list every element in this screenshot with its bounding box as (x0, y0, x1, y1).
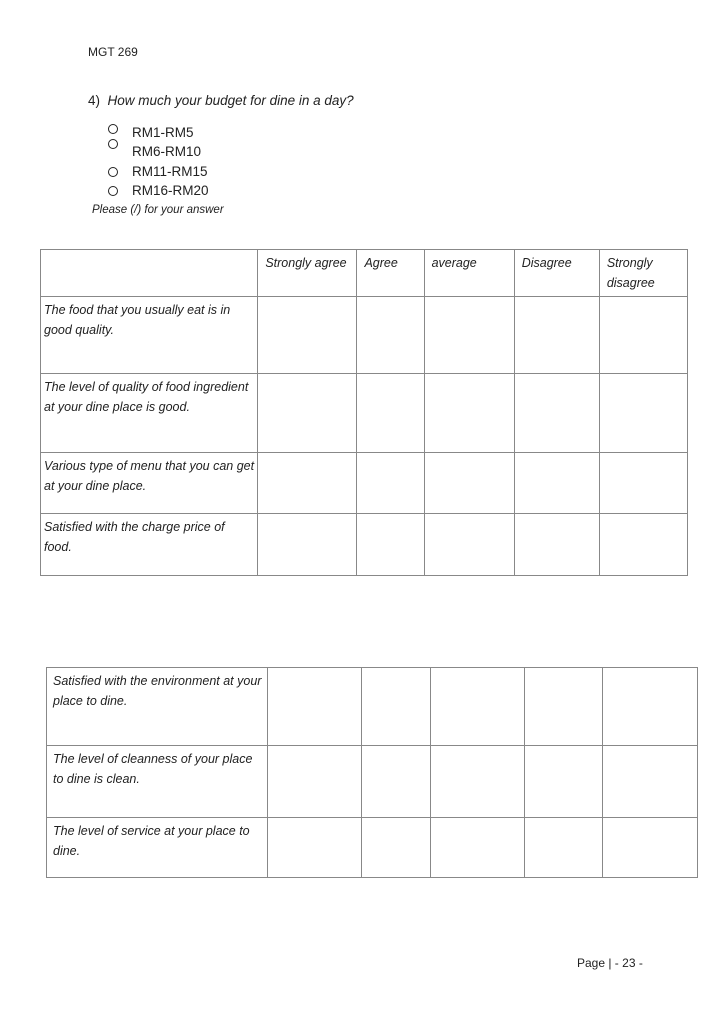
answer-cell[interactable] (258, 453, 357, 514)
answer-cell[interactable] (357, 374, 424, 453)
answer-cell[interactable] (268, 818, 362, 878)
statement-cell: The level of quality of food ingredient at your dine place is good. (41, 374, 258, 453)
rating-table-2 (46, 667, 698, 878)
page-number: Page | - 23 - (577, 956, 643, 970)
instruction-note: Please (/) for your answer (92, 204, 224, 216)
answer-cell[interactable] (599, 297, 687, 374)
answer-cell[interactable] (514, 514, 599, 576)
answer-cell[interactable] (357, 453, 424, 514)
radio-icon[interactable] (108, 124, 118, 134)
answer-cell[interactable] (268, 746, 362, 818)
answer-cell[interactable] (258, 297, 357, 374)
col-agree: Agree (357, 250, 424, 297)
statement-cell: Satisfied with the charge price of food. (41, 514, 258, 576)
rating-table-1 (40, 249, 688, 576)
radio-icon[interactable] (108, 139, 118, 149)
answer-cell[interactable] (357, 514, 424, 576)
radio-icon[interactable] (108, 186, 118, 196)
answer-cell[interactable] (357, 297, 424, 374)
option-label: RM11-RM15 (132, 164, 208, 179)
table-header-row (41, 250, 688, 297)
course-code: MGT 269 (88, 45, 138, 59)
answer-cell[interactable] (514, 297, 599, 374)
answer-cell[interactable] (362, 668, 431, 746)
table-row (47, 668, 698, 746)
answer-cell[interactable] (603, 746, 698, 818)
answer-cell[interactable] (424, 453, 514, 514)
answer-cell[interactable] (424, 374, 514, 453)
answer-cell[interactable] (431, 818, 525, 878)
statement-cell: Satisfied with the environment at your place to dine. (47, 668, 268, 746)
answer-cell[interactable] (525, 668, 603, 746)
col-average: average (424, 250, 514, 297)
statement-cell: The level of cleanness of your place to dine is clean. (47, 746, 268, 818)
answer-cell[interactable] (258, 374, 357, 453)
statement-cell: Various type of menu that you can get at your dine place. (41, 453, 258, 514)
answer-cell[interactable] (431, 746, 525, 818)
answer-cell[interactable] (514, 453, 599, 514)
option-label: RM16-RM20 (132, 183, 209, 198)
statement-cell: The level of service at your place to dine. (47, 818, 268, 878)
answer-cell[interactable] (362, 746, 431, 818)
table-row (41, 514, 688, 576)
question-number: 4) (88, 93, 101, 108)
answer-cell[interactable] (603, 668, 698, 746)
answer-cell[interactable] (599, 453, 687, 514)
answer-cell[interactable] (424, 514, 514, 576)
option-label: RM6-RM10 (132, 144, 202, 159)
question-4 (88, 93, 354, 108)
col-strongly-agree: Strongly agree (258, 250, 357, 297)
answer-cell[interactable] (599, 374, 687, 453)
table-row (47, 746, 698, 818)
option-label: RM1-RM5 (132, 125, 194, 140)
table-row (41, 453, 688, 514)
question-text: How much your budget for dine in a day? (107, 93, 354, 108)
answer-cell[interactable] (258, 514, 357, 576)
answer-cell[interactable] (525, 746, 603, 818)
statement-cell: The food that you usually eat is in good quality. (41, 297, 258, 374)
answer-cell[interactable] (424, 297, 514, 374)
answer-cell[interactable] (431, 668, 525, 746)
answer-cell[interactable] (599, 514, 687, 576)
col-strongly-disagree: Strongly disagree (599, 250, 687, 297)
answer-cell[interactable] (525, 818, 603, 878)
answer-cell[interactable] (362, 818, 431, 878)
table-corner-cell (41, 250, 258, 297)
answer-cell[interactable] (514, 374, 599, 453)
answer-cell[interactable] (268, 668, 362, 746)
table-row (47, 818, 698, 878)
table-row (41, 297, 688, 374)
answer-cell[interactable] (603, 818, 698, 878)
table-row (41, 374, 688, 453)
col-disagree: Disagree (514, 250, 599, 297)
radio-icon[interactable] (108, 167, 118, 177)
